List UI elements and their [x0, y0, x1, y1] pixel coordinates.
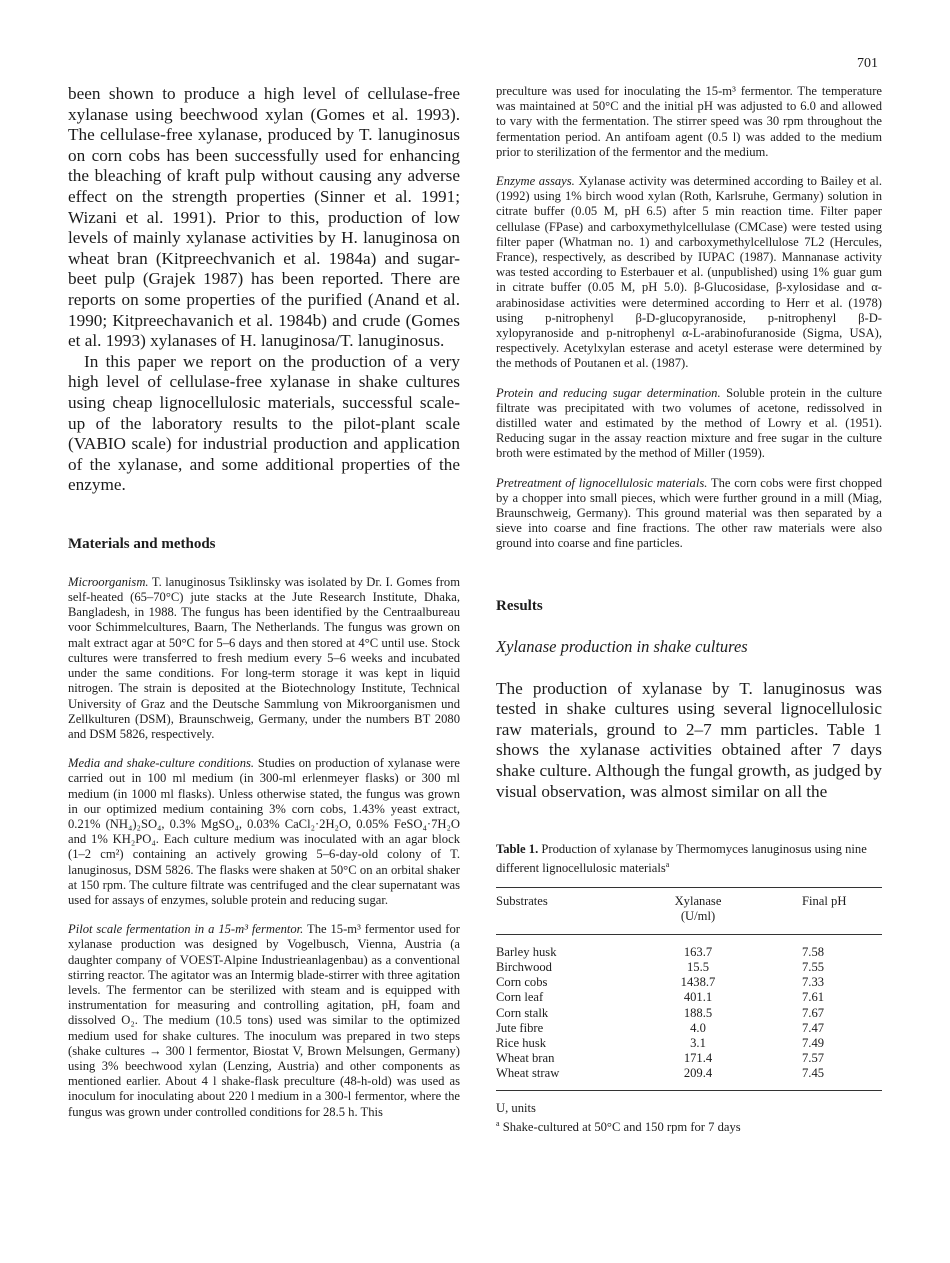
table-cell-xylanase: 188.5	[683, 1005, 713, 1020]
microorganism-text: T. lanuginosus Tsiklinsky was isolated by Dr. I. Gomes from self-heated (65–70°C) jute stacks at the Jute Research Institute, Dhaka, Bangladesh, in 1988. The fungus has been identified by the Centraalbureau voor Schimmelcultures, Baarn, The Netherlands. The fungus was grown on malt extract agar at 50°C for 5–6 days and then stored at 4°C until use. Stock cultures were transferred to fresh medium every 5–6 weeks and incubated under the same conditions. For long-term storage it was kept in liquid nitrogen. The strain is deposited at the Biotechnology Institute, Technical University of Graz and the Deutsche Sammlung von Mikroorganismen und Zellkulturen (DSM), Braunschweig, Germany, under the numbers BT 2080 and DSM 5826, respectively.	[68, 574, 461, 741]
table-cell-xylanase: 3.1	[690, 1036, 706, 1051]
table-cell-substrate: Rice husk	[496, 1036, 547, 1051]
table-cell-substrate: Birchwood	[496, 960, 552, 975]
table1-footnote-units: U, units	[496, 1100, 536, 1115]
table-cell-substrate: Jute fibre	[496, 1020, 544, 1035]
pilot-text: The 15-m³ fermentor used for xylanase production was designed by Vogelbusch, Vienna, Austria (a daughter company of VOEST-Alpine Industrieanlagenbau) as a conventional stirring reactor. The agitator was an Intermig blade-stirrer with three agitation levels. The fermentor can be sterilized with steam and is equipped with instrumentation for measuring and controlling agitation, pH, foam and dissolved O₂. The medium (10.5 tons) used was similar to the optimized medium used for shake cultures. The inoculum was prepared in two steps (shake cultures → 300 l fermentor, Biostat V, Brown Melsungen, Germany) using 3% beechwood xylan (Lenzing, Austria) and other components as mentioned earlier. About 4 l shake-flask preculture (48-h-old) was used as inoculum for inoculating about 220 l medium in a 300-l fermentor, where the fungus was grown under controlled conditions for 28.5 h. This	[68, 922, 460, 1119]
pretreatment-text: The corn cobs were first chopped by a chopper into small pieces, which were further ground in a mill (Miag, Braunschweig, Germany). This ground material was then separated by a sieve into coarse and fine fractions. The other raw materials were also ground into coarse and fine particles.	[496, 475, 883, 551]
table-cell-xylanase: 401.1	[683, 990, 713, 1005]
table-row	[496, 1006, 882, 1021]
table-cell-xylanase: 171.4	[683, 1051, 713, 1066]
pilot-title: Pilot scale fermentation in a 15-m³ fermentor.	[68, 922, 304, 937]
protein-text: Soluble protein in the culture filtrate was precipitated with two volumes of acetone, redissolved in distilled water and estimated by the method of Lowry et al. (1951). Reducing sugar in the assay reaction mixture and free sugar in the culture broth were estimated by the method of Miller (1959).	[496, 385, 882, 461]
table-row	[496, 1051, 882, 1066]
table-cell-substrate: Wheat straw	[496, 1066, 646, 1090]
pretreatment-paragraph	[496, 476, 882, 552]
results-paragraph: The production of xylanase by T. lanuginosus was tested in shake cultures using several lignocellulosic raw materials, ground to 2–7 mm particles. Table 1 shows the xylanase activities obtained after 7 days shake culture. Although the fungal growth, as judged by visual observation, was almost similar on all the	[496, 678, 882, 801]
left-column	[68, 84, 460, 1120]
table-cell-substrate: Wheat bran	[496, 1051, 555, 1066]
table-cell-xylanase: 15.5	[686, 960, 710, 975]
right-column	[496, 84, 882, 1135]
table-cell-final-ph: 7.57	[802, 1051, 825, 1066]
enzyme-paragraph	[496, 174, 882, 372]
pilot-paragraph	[68, 922, 460, 1120]
pretreatment-title: Pretreatment of lignocellulosic materials.	[496, 475, 708, 490]
results-heading: Results	[496, 597, 543, 614]
table1-header-xylanase: Xylanase (U/ml)	[646, 887, 750, 934]
intro-paragraph-1: been shown to produce a high level of cellulase-free xylanase using beechwood xylan (Gomes et al. 1993). The cellulase-free xylanase, produced by T. lanuginosus on corn cobs has been successfully used for enhancing the bleaching of kraft pulp without causing any adverse effect on the strength properties (Sinner et al. 1991; Wizani et al. 1991). Prior to this, production of low levels of mainly xylanase activities by H. lanuginosa on wheat bran (Kitpreechvanich et al. 1984a) and sugar-beet pulp (Grajek 1987) has been reported. There are reports on some properties of the purified (Anand et al. 1990; Kitpreechavanich et al. 1984b) and crude (Gomes et al. 1993) xylanases of H. lanuginosa/T. lanuginosus.	[68, 84, 460, 351]
table1-header-substrates: Substrates	[496, 887, 646, 934]
table-cell-final-ph: 7.49	[802, 1036, 825, 1051]
media-text: Studies on production of xylanase were carried out in 100 ml medium (in 300-ml erlenmeyer flasks) or 300 ml medium (in 1000 ml flasks). Unless otherwise stated, the fungus was grown in our optimized medium containing 3% corn cobs, 1.43% yeast extract, 0.21% (NH₄)₂SO₄, 0.3% MgSO₄, 0.03% CaCl₂·2H₂O, 0.05% FeSO₄·7H₂O and 1% KH₂PO₄. Each culture medium was inoculated with an agar block (1–2 cm²) containing an actively growing 5–6-day-old colony of T. lanuginosus, DSM 5826. The flasks were shaken at 50°C on an orbital shaker at 150 rpm. The culture filtrate was centrifuged and the clear supernatant was used for assays of enzymes, soluble protein and reducing sugar.	[68, 756, 460, 907]
table-cell-xylanase: 163.7	[683, 944, 713, 959]
table-row	[496, 1066, 882, 1090]
table-cell-substrate: Corn stalk	[496, 1005, 549, 1020]
table1-header-row	[496, 887, 882, 934]
table-cell-final-ph: 7.58	[802, 944, 825, 959]
table1-label: Table 1.	[496, 842, 539, 857]
page-number: 701	[857, 56, 878, 71]
table1-footnote-a: $^a$ Shake-cultured at 50°C and 150 rpm for 7 days	[496, 1118, 741, 1135]
table-row	[496, 975, 882, 990]
table1-caption-mark: a	[665, 860, 670, 870]
table-row	[496, 1021, 882, 1036]
table-row	[496, 1036, 882, 1051]
enzyme-title: Enzyme assays.	[496, 174, 575, 189]
methods-heading: Materials and methods	[68, 535, 216, 552]
microorganism-title: Microorganism.	[68, 574, 149, 589]
table-cell-xylanase: 1438.7	[680, 975, 716, 990]
enzyme-text: Xylanase activity was determined according to Bailey et al. (1992) using 1% birch wood xylan (Roth, Karlsruhe, Germany) solution in citrate buffer (0.05 M, pH 6.5) after 5 min reaction time. Filter paper cellulase (FPase) and carboxymethylcellulase (CMCase) were tested using filter paper (Whatman no. 1) and carboxymethylcellulose 7L2 (Hercules, France), respectively, as described by IUPAC (1987). Mannanase activity was tested according to Esterbauer et al. (unpublished) using 1% guar gum in citrate buffer (0.05 M, pH 5.0). β-Glucosidase, β-xylosidase and α-arabinosidase activities were determined according to Herr et al. (1978) using p-nitrophenyl β-D-glucopyranoside, p-nitrophenyl β-D-xylopyranoside and p-nitrophenyl α-L-arabinofuranoside (Sigma, USA), respectively. Acetylxylan esterase and acetyl esterase were determined by the methods of Poutanen et al. (1987).	[496, 174, 882, 371]
table1	[496, 887, 882, 1091]
table1-caption-text: Production of xylanase by Thermomyces lanuginosus using nine different lignocellulosic materials	[496, 842, 867, 876]
table-cell-substrate: Barley husk	[496, 944, 557, 959]
results-subheading: Xylanase production in shake cultures	[496, 636, 748, 656]
table1-footnotes	[496, 1101, 882, 1136]
table1-body	[496, 934, 882, 1090]
microorganism-paragraph	[68, 575, 460, 742]
intro-paragraph-2: In this paper we report on the production of a very high level of cellulase-free xylanase in shake cultures using cheap lignocellulosic materials, successful scale-up of the laboratory results to the pilot-plant scale (VABIO scale) for industrial production and application of the xylanase, and some additional properties of the enzyme.	[68, 351, 460, 495]
table-row	[496, 990, 882, 1005]
table1-caption	[496, 842, 882, 877]
table-cell-substrate: Corn cobs	[496, 975, 548, 990]
media-paragraph	[68, 756, 460, 908]
table1-header-final-ph: Final pH	[750, 887, 882, 934]
protein-title: Protein and reducing sugar determination.	[496, 385, 721, 400]
table-cell-xylanase: 4.0	[690, 1020, 706, 1035]
table-cell-xylanase: 209.4	[646, 1066, 750, 1090]
table-cell-final-ph: 7.61	[802, 990, 825, 1005]
table-cell-substrate: Corn leaf	[496, 990, 544, 1005]
table-cell-final-ph: 7.67	[802, 1005, 825, 1020]
table-cell-final-ph: 7.45	[750, 1066, 882, 1090]
protein-paragraph	[496, 386, 882, 462]
media-title: Media and shake-culture conditions.	[68, 756, 255, 771]
table-cell-final-ph: 7.47	[802, 1020, 825, 1035]
table-cell-final-ph: 7.33	[802, 975, 825, 990]
table-row	[496, 934, 882, 960]
preculture-paragraph: preculture was used for inoculating the 15-m³ fermentor. The temperature was maintained at 50°C and the initial pH was adjusted to 6.0 and allowed to vary with the fermentation. The stirrer speed was 30 rpm throughout the fermentation period. An antifoam agent (0.5 l) was added to the medium prior to sterilization of the fermentor and the medium.	[496, 84, 882, 159]
table-cell-final-ph: 7.55	[802, 960, 825, 975]
table-row	[496, 960, 882, 975]
